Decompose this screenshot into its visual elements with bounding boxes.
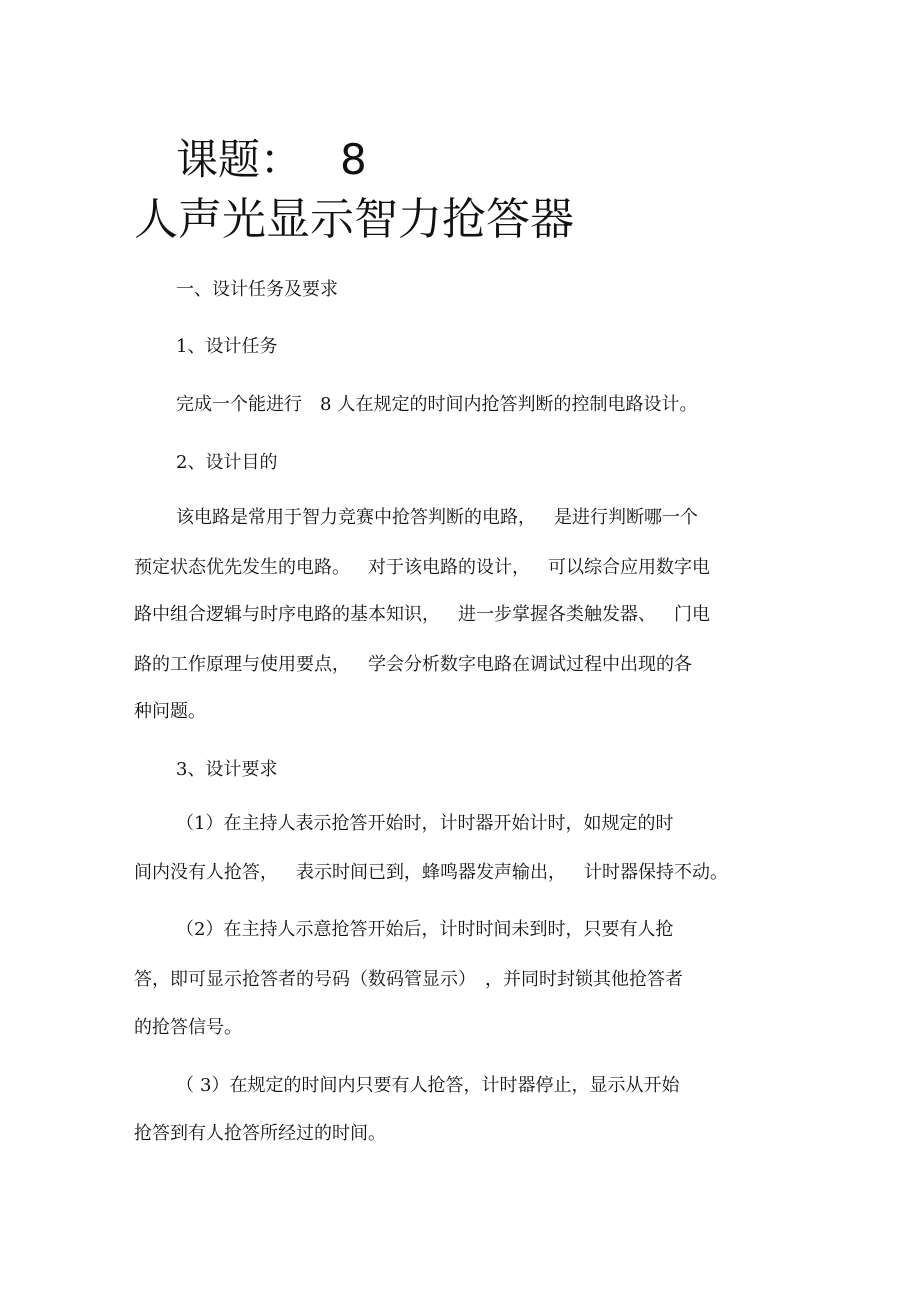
req2-line-1: （2）在主持人示意抢答开始后，计时时间未到时，只要有人抢 [176,919,674,940]
purpose-text: 学会分析数字电路在调试过程中出现的各 [368,654,692,675]
task-heading: 1、设计任务 [176,336,278,357]
purpose-text: 种问题。 [134,701,206,722]
req2-text: 答，即可显示抢答者的号码（数码管显示） [134,969,467,990]
task-body [176,392,697,418]
task-body-number: 8 [320,394,332,415]
req1-text: 计时器保持不动。 [584,862,728,883]
title-number: 8 [340,135,367,184]
req3-text: 3）在规定的时间内只要有人抢答，计时器停止，显示从开始 [200,1075,680,1096]
purpose-line-2 [134,555,710,581]
title-line-1 [176,134,367,186]
purpose-line-4 [134,652,692,678]
req3-text: （ [176,1075,194,1096]
purpose-text: 进一步掌握各类触发器、 [458,604,656,625]
req1-text: 表示时间已到，蜂鸣器发声输出， [296,862,566,883]
purpose-line-1 [176,505,698,531]
purpose-heading: 2、设计目的 [176,452,278,473]
title-main: 人声光显示智力抢答器 [134,194,574,245]
requirements-heading: 3、设计要求 [176,759,278,780]
purpose-text: 路的工作原理与使用要点， [134,654,350,675]
req3-line-1 [176,1073,679,1099]
section-heading: 一、设计任务及要求 [176,279,338,300]
purpose-text: 门电 [674,604,710,625]
req1-line-1: （1）在主持人表示抢答开始时，计时器开始计时，如规定的时 [176,813,674,834]
purpose-line-3 [134,602,710,628]
title-prefix: 课题： [176,135,303,184]
purpose-line-5 [134,699,206,725]
req1-line-2 [134,860,728,886]
req1-text: 间内没有人抢答， [134,862,278,883]
req2-line-3: 的抢答信号。 [134,1017,242,1038]
purpose-text: 是进行判断哪一个 [554,507,698,528]
purpose-text: 可以综合应用数字电 [548,557,710,578]
task-body-part-a: 完成一个能进行 [176,394,302,415]
purpose-text: 该电路是常用于智力竞赛中抢答判断的电路， [176,507,536,528]
task-body-part-c: 人在规定的时间内抢答判断的控制电路设计。 [337,394,698,415]
req2-line-2 [134,967,683,993]
req2-text: ，并同时封锁其他抢答者 [485,969,683,990]
purpose-text: 对于该电路的设计， [368,557,530,578]
purpose-text: 路中组合逻辑与时序电路的基本知识， [134,604,440,625]
purpose-text: 预定状态优先发生的电路。 [134,557,350,578]
req3-line-2: 抢答到有人抢答所经过的时间。 [134,1123,386,1144]
